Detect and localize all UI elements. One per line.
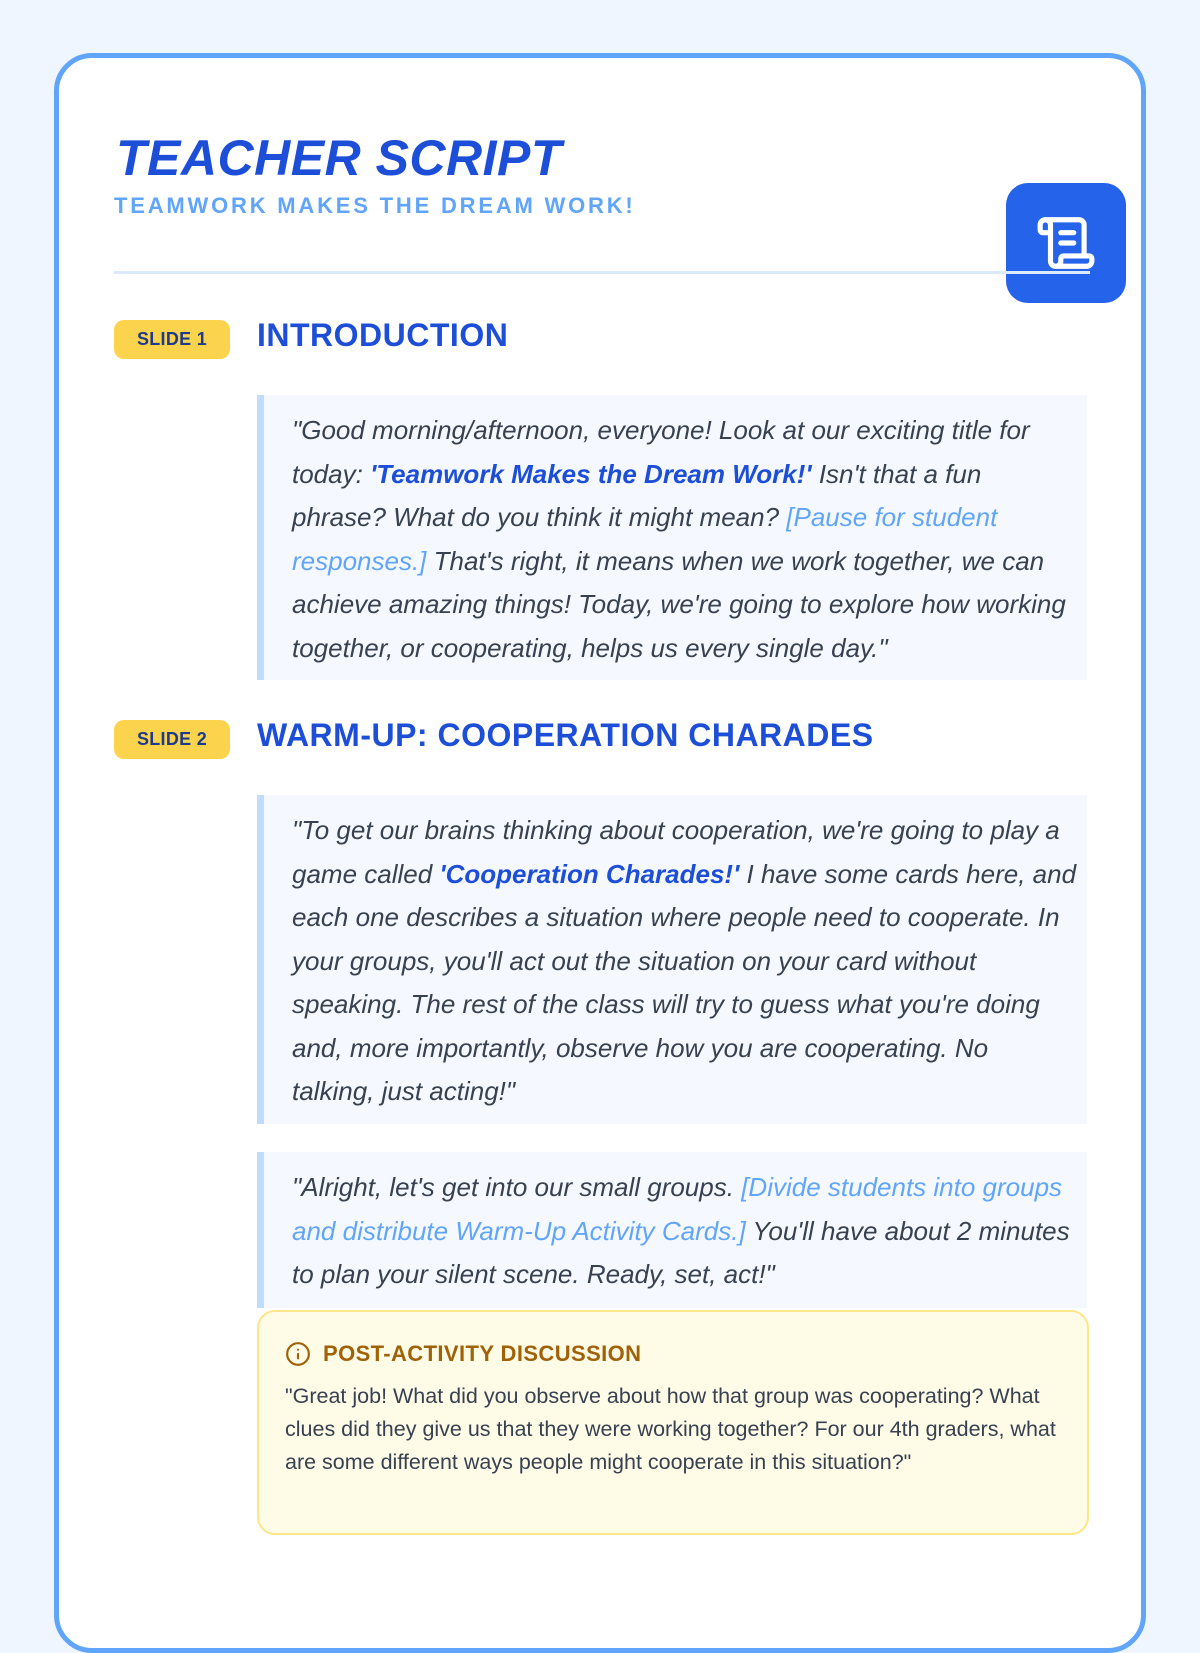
note-body: "Great job! What did you observe about how that group was cooperating? What clues did they give us that they were working together? For our 4th graders, what are some different ways people might cooperate in this situation?" [285,1384,1056,1474]
header-divider [114,271,1090,274]
note-header [285,1338,1061,1370]
quote-highlight: 'Cooperation Charades!' [439,858,740,889]
header [114,128,1084,248]
slide-1-title: INTRODUCTION [257,317,509,353]
page-subtitle: TEAMWORK MAKES THE DREAM WORK! [114,193,636,218]
stage-cue: [Pause for student responses.] [292,502,998,576]
slide-1-script-quote [257,395,1087,680]
slide-2-badge [114,720,230,759]
stage-cue: [Divide students into groups and distribute Warm-Up Activity Cards.] [292,1172,1063,1246]
discussion-note [257,1310,1089,1535]
note-title: POST-ACTIVITY DISCUSSION [323,1341,642,1366]
info-icon [285,1341,311,1367]
quote-text: I have some cards here, and each one describes a situation where people need to cooperate. In your groups, you'll act out the situation on your card without speaking. The rest of the class will try to guess what you're doing and, more importantly, observe how you are cooperating. No talking, just acting!" [292,858,1077,1106]
slide-1-badge-label: SLIDE 1 [136,329,208,349]
slide-2-script-quote [257,795,1087,1124]
slide-2-instructions-quote [257,1152,1087,1308]
quote-text: "Good morning/afternoon, everyone! Look at our exciting title for today: [292,415,1030,489]
quote-text: Isn't that a fun phrase? What do you think it might mean? [292,458,982,532]
quote-text: That's right, it means when we work together, we can achieve amazing things! Today, we're going to explore how working together, or cooperating, helps us every single day." [292,545,1066,663]
quote-text: You'll have about 2 minutes to plan your silent scene. Ready, set, act!" [292,1215,1070,1289]
quote-highlight: 'Teamwork Makes the Dream Work!' [370,458,812,489]
quote-text: "Alright, let's get into our small groups. [292,1172,742,1202]
script-card [54,53,1146,1653]
quote-text: "To get our brains thinking about cooperation, we're going to play a game called [292,815,1060,889]
slide-2-badge-label: SLIDE 2 [136,729,208,749]
slide-1-badge [114,320,230,359]
slide-2-title: WARM-UP: COOPERATION CHARADES [257,717,874,753]
page-title: TEACHER SCRIPT [116,130,562,186]
logo-badge [1006,183,1126,303]
scroll-icon [1035,212,1097,274]
